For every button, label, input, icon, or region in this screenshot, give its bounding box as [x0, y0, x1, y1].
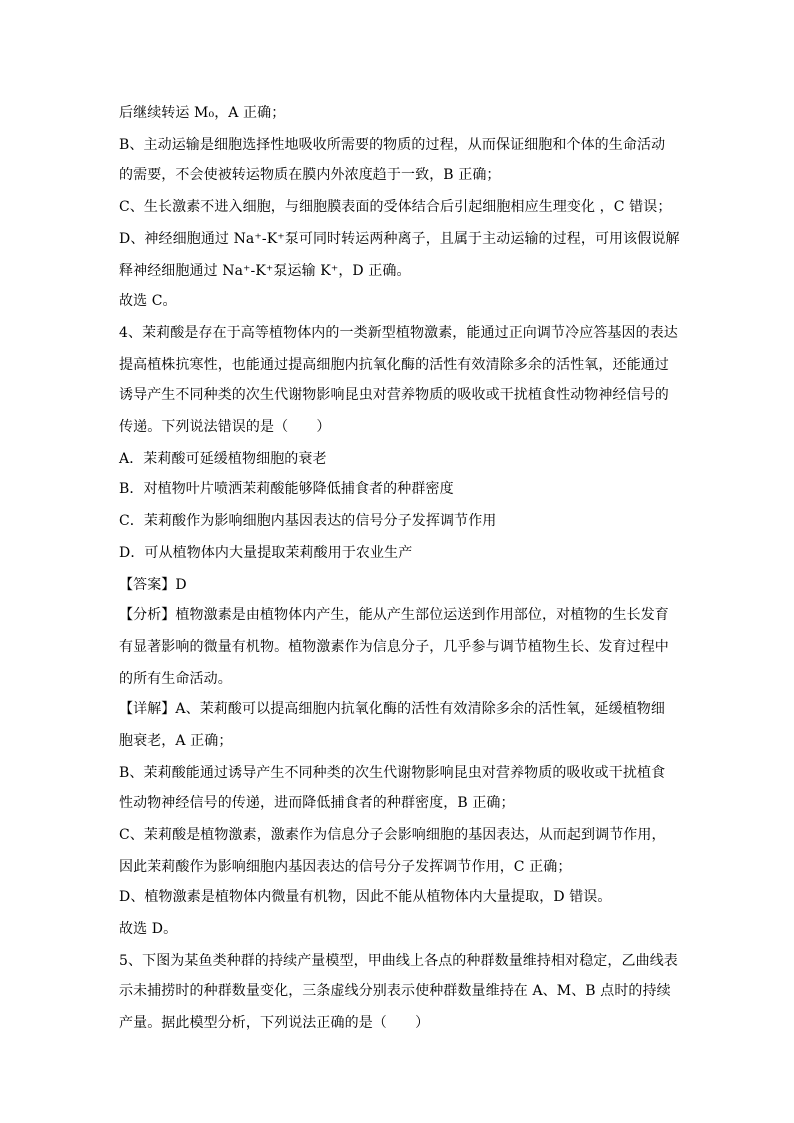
option-c: C．茉莉酸作为影响细胞内基因表达的信号分子发挥调节作用	[119, 513, 497, 529]
explanation-line: D、植物激素是植物体内微量有机物，因此不能从植物体内大量提取，D 错误。	[119, 889, 612, 905]
question-5-stem: 5、下图为某鱼类种群的持续产量模型，甲曲线上各点的种群数量维持相对稳定，乙曲线表	[119, 953, 678, 969]
explanation-line: 因此茉莉酸作为影响细胞内基因表达的信号分子发挥调节作用，C 正确；	[119, 859, 572, 875]
analysis-line: 【分析】植物激素是由植物体内产生，能从产生部位运送到作用部位，对植物的生长发育	[119, 607, 669, 623]
explanation-line: 性动物神经信号的传递，进而降低捕食者的种群密度，B 正确；	[119, 795, 515, 811]
analysis-line: 的所有生命活动。	[119, 671, 232, 687]
question-5-stem: 示未捕捞时的种群数量变化，三条虚线分别表示使种群数量维持在 A、M、B 点时的持续	[119, 983, 671, 999]
explanation-line: 故选 D。	[119, 921, 178, 937]
question-4-stem: 诱导产生不同种类的次生代谢物影响昆虫对营养物质的吸收或干扰植食性动物神经信号的	[119, 387, 669, 403]
text-line: 故选 C。	[119, 293, 177, 309]
text-line: 后继续转运 M₀，A 正确；	[119, 105, 286, 121]
text-line: C、生长激素不进入细胞，与细胞膜表面的受体结合后引起细胞相应生理变化 ，C 错误；	[119, 199, 672, 215]
text-line: D、神经细胞通过 Na⁺-K⁺泵可同时转运两种离子，且属于主动运输的过程，可用该假说解	[119, 231, 680, 247]
option-d: D．可从植物体内大量提取茉莉酸用于农业生产	[119, 545, 413, 561]
analysis-line: 有显著影响的微量有机物。植物激素作为信息分子，几乎参与调节植物生长、发育过程中	[119, 639, 669, 655]
text-line: 的需要，不会使被转运物质在膜内外浓度趋于一致，B 正确；	[119, 167, 501, 183]
question-4-stem: 传递。下列说法错误的是（ ）	[119, 419, 331, 435]
explanation-line: C、茉莉酸是植物激素，激素作为信息分子会影响细胞的基因表达，从而起到调节作用，	[119, 827, 666, 843]
option-b: B．对植物叶片喷洒茉莉酸能够降低捕食者的种群密度	[119, 481, 454, 497]
question-4-stem: 提高植株抗寒性，也能通过提高细胞内抗氧化酶的活性有效清除多余的活性氧，还能通过	[119, 357, 669, 373]
explanation-line: 胞衰老，A 正确；	[119, 733, 233, 749]
option-a: A．茉莉酸可延缓植物细胞的衰老	[119, 451, 327, 467]
answer-line: 【答案】D	[119, 577, 187, 593]
explanation-line: B、茉莉酸能通过诱导产生不同种类的次生代谢物影响昆虫对营养物质的吸收或干扰植食	[119, 765, 666, 781]
text-line: B、主动运输是细胞选择性地吸收所需要的物质的过程，从而保证细胞和个体的生命活动	[119, 137, 666, 153]
question-5-stem: 产量。据此模型分析，下列说法正确的是（ ）	[119, 1015, 430, 1031]
explanation-line: 【详解】A、茉莉酸可以提高细胞内抗氧化酶的活性有效清除多余的活性氧，延缓植物细	[119, 701, 666, 717]
question-4-stem: 4、茉莉酸是存在于高等植物体内的一类新型植物激素，能通过正向调节冷应答基因的表达	[119, 325, 678, 341]
text-line: 释神经细胞通过 Na⁺-K⁺泵运输 K⁺，D 正确。	[119, 263, 411, 279]
